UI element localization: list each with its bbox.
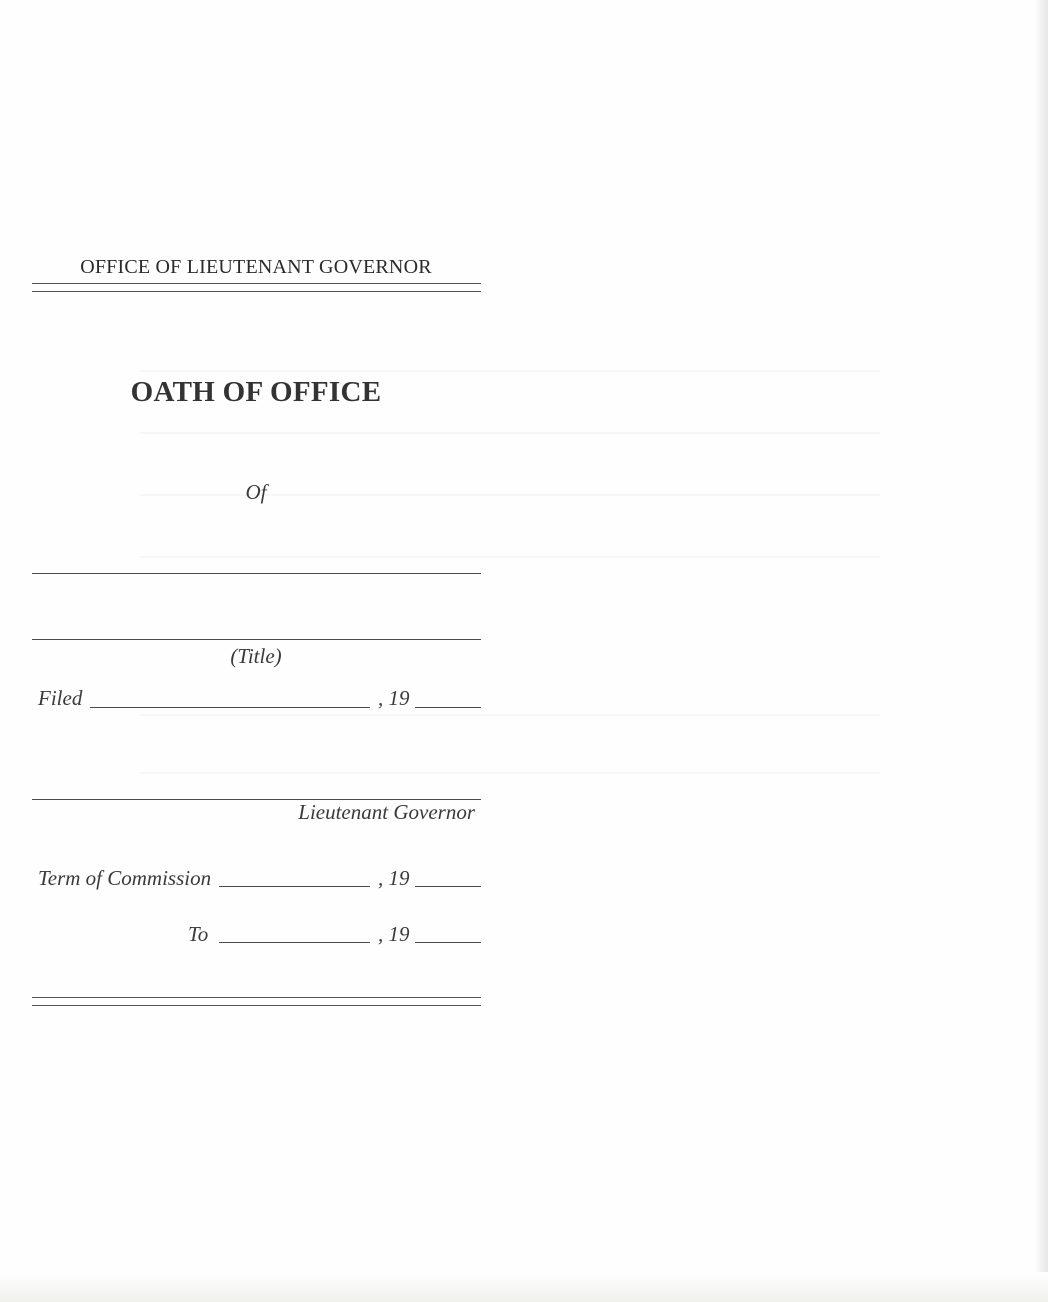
page-edge-bottom — [0, 1272, 1048, 1302]
show-through-line — [140, 772, 880, 774]
closing-rule-bottom — [32, 1005, 481, 1006]
of-label: Of — [245, 480, 267, 504]
show-through-line — [140, 370, 880, 372]
term-end-date-blank[interactable] — [219, 942, 370, 943]
term-end-year-prefix: , 19 — [378, 922, 410, 946]
filed-year-prefix: , 19 — [378, 686, 410, 710]
term-start-year-blank[interactable] — [415, 886, 481, 887]
office-heading: OFFICE OF LIEUTENANT GOVERNOR — [80, 256, 432, 278]
name-blank-line[interactable] — [32, 573, 481, 574]
term-label: Term of Commission — [38, 866, 212, 890]
heading-rule-bottom — [32, 291, 481, 292]
closing-rule-top — [32, 997, 481, 998]
filed-label: Filed — [38, 686, 83, 710]
to-label: To — [188, 922, 209, 946]
document-title: OATH OF OFFICE — [130, 376, 382, 408]
show-through-line — [140, 714, 880, 716]
title-blank-line[interactable] — [32, 639, 481, 640]
page-edge-right — [1034, 0, 1048, 1302]
term-start-year-prefix: , 19 — [378, 866, 410, 890]
term-start-date-blank[interactable] — [219, 886, 370, 887]
term-end-year-blank[interactable] — [415, 942, 481, 943]
heading-rule-top — [32, 283, 481, 284]
signature-caption: Lieutenant Governor — [298, 800, 475, 824]
title-caption: (Title) — [230, 644, 282, 668]
filed-year-blank[interactable] — [415, 707, 481, 708]
show-through-line — [140, 556, 880, 558]
show-through-line — [140, 432, 880, 434]
filed-date-blank[interactable] — [90, 707, 370, 708]
